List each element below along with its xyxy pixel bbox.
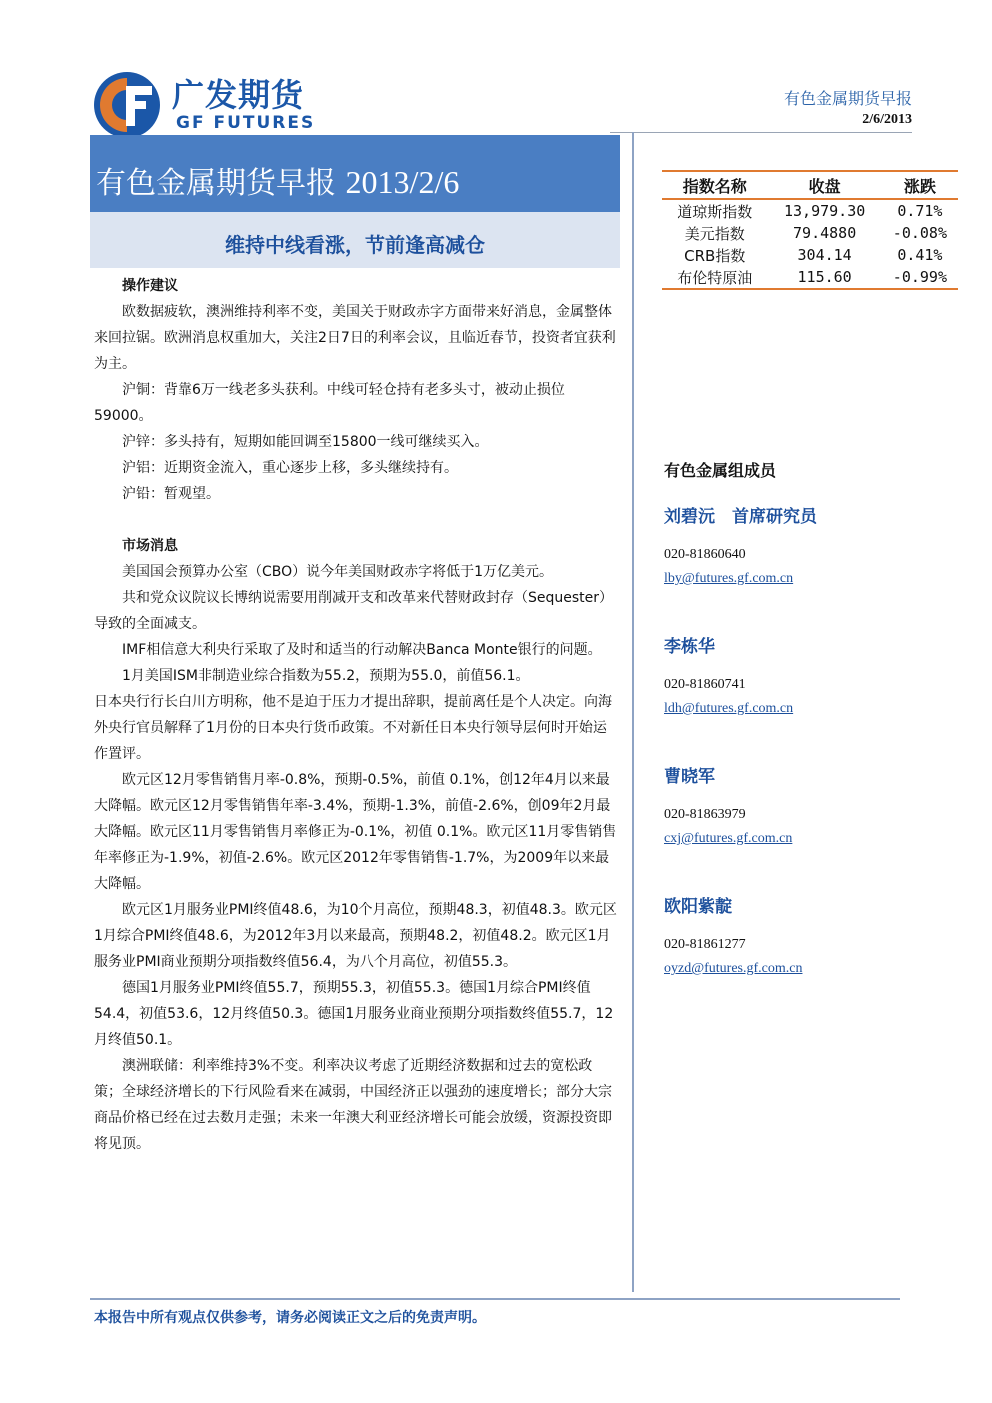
advice-heading: 操作建议 bbox=[122, 278, 178, 294]
member-name: 李栋华 bbox=[664, 637, 715, 657]
member-email-link[interactable]: oyzd@futures.gf.com.cn bbox=[664, 961, 803, 976]
index-close: 115.60 bbox=[797, 268, 852, 286]
team-heading: 有色金属组成员 bbox=[664, 461, 777, 480]
team-member bbox=[664, 632, 924, 717]
col-header-change: 涨跌 bbox=[882, 171, 958, 199]
advice-aluminum: 沪铝：近期资金流入，重心逐步上移，多头继续持有。 bbox=[122, 460, 458, 476]
brand-name-cn: 广发期货 bbox=[172, 76, 305, 114]
news-item: 德国1月服务业PMI终值55.7，预期55.3，初值55.3。德国1月综合PMI终值54.4，初值53.6，12月终值50.3。德国1月服务业商业预期分项指数终值55.7，12月终值50.1。 bbox=[94, 980, 614, 1048]
news-item: 共和党众议院议长博纳说需要用削减开支和改革来代替财政封存（Sequester）导致的全面减支。 bbox=[94, 590, 614, 632]
table-row bbox=[662, 266, 958, 289]
member-phone: 020-81860741 bbox=[664, 677, 746, 692]
member-phone: 020-81860640 bbox=[664, 547, 746, 562]
member-phone: 020-81861277 bbox=[664, 937, 746, 952]
footer-disclaimer: 本报告中所有观点仅供参考，请务必阅读正文之后的免责声明。 bbox=[94, 1310, 486, 1326]
advice-copper: 沪铜：背靠6万一线老多头获利。中线可轻仓持有老多头寸，被动止损位59000。 bbox=[94, 382, 565, 424]
member-email-link[interactable]: cxj@futures.gf.com.cn bbox=[664, 831, 793, 846]
index-name: 布伦特原油 bbox=[677, 268, 753, 287]
team-heading-block bbox=[664, 458, 924, 481]
index-close: 304.14 bbox=[797, 246, 852, 264]
header-divider bbox=[610, 132, 912, 133]
index-name: 道琼斯指数 bbox=[677, 202, 753, 221]
table-row bbox=[662, 199, 958, 222]
index-change: -0.08% bbox=[892, 224, 947, 242]
news-item: 澳洲联储：利率维持3%不变。利率决议考虑了近期经济数据和过去的宽松政策；全球经济增长的下行风险看来在减弱，中国经济正以强劲的速度增长；部分大宗商品价格已经在过去数月走强；未来一年澳大利亚经济增长可能会放缓，资源投资即将见顶。 bbox=[94, 1058, 612, 1152]
page-title bbox=[96, 158, 459, 202]
title-date: 2013/2/6 bbox=[345, 164, 460, 200]
team-member bbox=[664, 762, 924, 847]
news-item: 欧元区1月服务业PMI终值48.6，为10个月高位，预期48.3，初值48.3。欧元区1月综合PMI终值48.6，为2012年3月以来最高，预期48.2，初值48.2。欧元区1月服务业PMI商业预期分项指数终值56.4，为八个月高位，初值55.3。 bbox=[94, 902, 617, 970]
index-change: -0.99% bbox=[892, 268, 947, 286]
index-name: CRB指数 bbox=[684, 246, 746, 265]
team-member bbox=[664, 502, 924, 587]
advice-lead: 沪铅：暂观望。 bbox=[122, 486, 220, 502]
title-main: 有色金属期货早报 bbox=[96, 166, 336, 201]
index-close: 13,979.30 bbox=[783, 202, 866, 220]
member-email-link[interactable]: ldh@futures.gf.com.cn bbox=[664, 701, 794, 716]
footer-divider bbox=[90, 1298, 900, 1300]
advice-section bbox=[94, 273, 618, 507]
table-row bbox=[662, 222, 958, 244]
page-subtitle: 维持中线看涨，节前逢高减仓 bbox=[225, 233, 485, 257]
news-item: 1月美国ISM非制造业综合指数为55.2，预期为55.0，前值56.1。 bbox=[122, 668, 530, 684]
brand-name-en: GF FUTURES bbox=[176, 113, 316, 133]
advice-zinc: 沪锌：多头持有，短期如能回调至15800一线可继续买入。 bbox=[122, 434, 489, 450]
member-name: 欧阳紫靛 bbox=[664, 897, 732, 917]
member-name: 刘碧沅 首席研究员 bbox=[664, 507, 817, 527]
team-member bbox=[664, 892, 924, 977]
table-row bbox=[662, 244, 958, 266]
news-item: 日本央行行长白川方明称，他不是迫于压力才提出辞职，提前离任是个人决定。向海外央行官员解释了1月份的日本央行货币政策。不对新任日本央行领导层何时开始运作置评。 bbox=[94, 694, 612, 762]
header-date: 2/6/2013 bbox=[862, 112, 912, 127]
member-email-link[interactable]: lby@futures.gf.com.cn bbox=[664, 571, 794, 586]
news-section bbox=[94, 533, 618, 1157]
news-heading: 市场消息 bbox=[122, 538, 178, 554]
index-table bbox=[662, 170, 958, 290]
member-name: 曹晓军 bbox=[664, 767, 715, 787]
index-close: 79.4880 bbox=[793, 224, 857, 242]
table-header-row bbox=[662, 171, 958, 199]
index-change: 0.41% bbox=[897, 246, 943, 264]
news-item: 美国国会预算办公室（CBO）说今年美国财政赤字将低于1万亿美元。 bbox=[122, 564, 554, 580]
col-header-name: 指数名称 bbox=[662, 171, 767, 199]
column-divider bbox=[632, 132, 634, 1292]
news-item: 欧元区12月零售销售月率-0.8%，预期-0.5%，前值 0.1%，创12年4月以来最大降幅。欧元区12月零售销售年率-3.4%，预期-1.3%，前值-2.6%，创09年2月最大降幅。欧元区11月零售销售月率修正为-0.1%，初值 0.1%。欧元区11月零售销售年率修正为-1.9%，初值-2.6%。欧元区2012年零售销售-1.7%，为2009年以来最大降幅。 bbox=[94, 772, 617, 892]
index-name: 美元指数 bbox=[684, 224, 745, 243]
col-header-close: 收盘 bbox=[767, 171, 881, 199]
news-item: IMF相信意大利央行采取了及时和适当的行动解决Banca Monte银行的问题。 bbox=[122, 642, 602, 658]
index-change: 0.71% bbox=[897, 202, 943, 220]
advice-paragraph: 欧数据疲软，澳洲维持利率不变，美国关于财政赤字方面带来好消息，金属整体来回拉锯。欧洲消息权重加大，关注2日7日的利率会议，且临近春节，投资者宜获利为主。 bbox=[94, 304, 616, 372]
member-phone: 020-81863979 bbox=[664, 807, 746, 822]
gf-logo-icon bbox=[92, 70, 162, 140]
header-report-name: 有色金属期货早报 bbox=[783, 89, 912, 108]
